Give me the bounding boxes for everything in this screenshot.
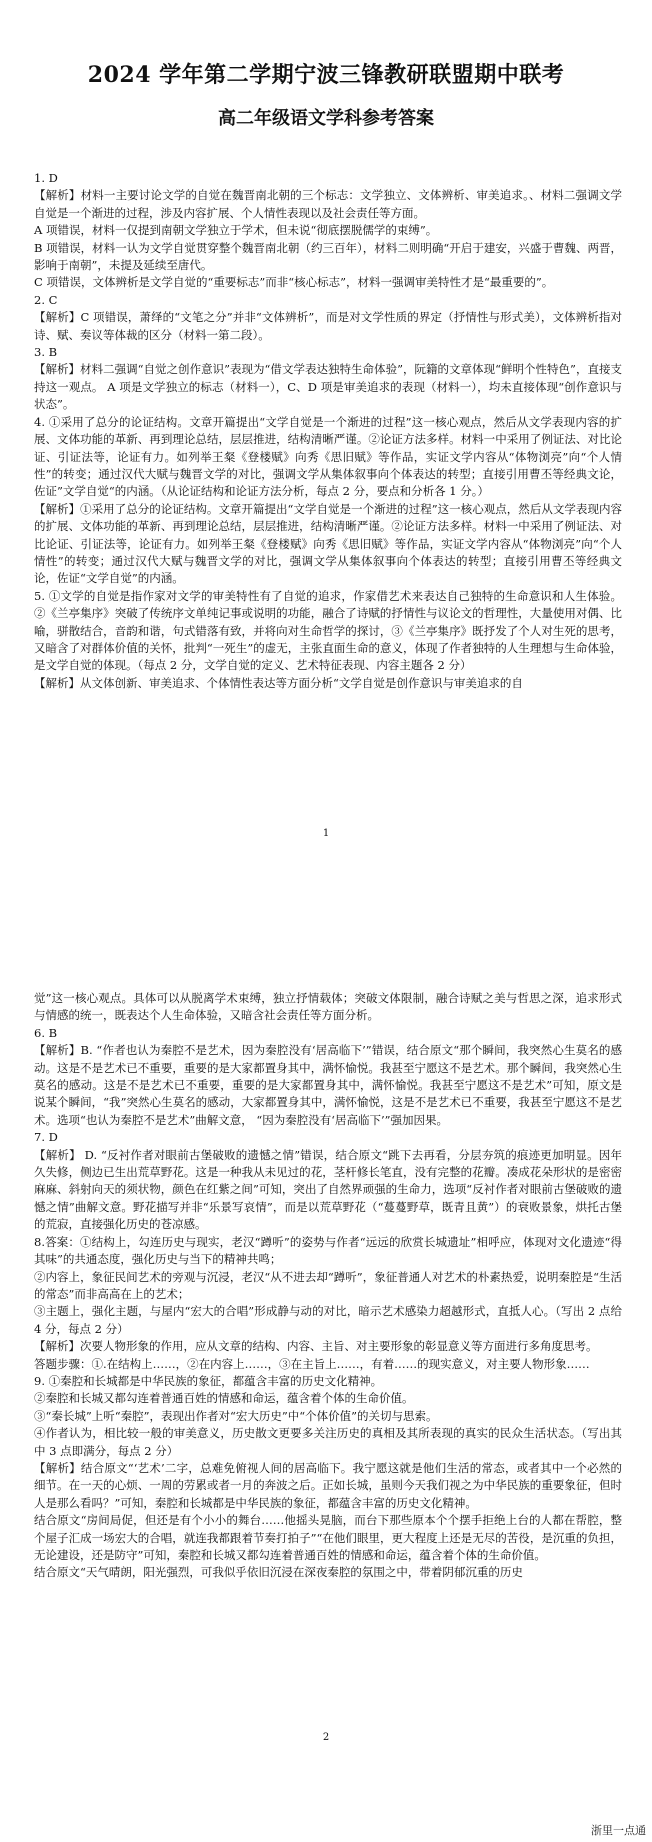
q6-analysis: 【解析】B. “作者也认为秦腔不是艺术，因为秦腔没有‘居高临下’”错误，结合原文“那个瞬间，我突然心生莫名的感动。这是不是艺术已不重要，重要的是大家都置身其中，满怀愉悦。我甚至宁愿这不是艺术。那个瞬间，我突然心生莫名的感动。这是不是艺术已不重要，重要的是大家都置身其中，满怀愉悦。我甚至宁愿这不是艺术”可知，原文是说某个瞬间，“我”突然心生莫名的感动，大家都置身其中，满怀愉悦，这是不是艺术已不重要，我甚至宁愿这不是艺术。选项“也认为秦腔不是艺术”曲解文意， “因为秦腔没有‘居高临下’”强加因果。 <box>34 1043 622 1127</box>
page-1-content <box>34 170 622 692</box>
q1-option-c: C 项错误，文体辨析是文学自觉的“重要标志”而非“核心标志”，材料一强调审美特性才是“最重要的”。 <box>34 275 554 290</box>
q1-option-a: A 项错误，材料一仅提到南朝文学独立于学术，但未说“彻底摆脱儒学的束缚”。 <box>34 223 438 238</box>
q5-analysis-continued: 觉”这一核心观点。具体可以从脱离学术束缚，独立抒情载体；突破文体限制，融合诗赋之美与哲思之深，追求形式与情感的统一，既表达个人生命体验，又暗含社会责任等方面分析。 <box>34 991 622 1023</box>
q5-analysis: 【解析】从文体创新、审美追求、个体情性表达等方面分析“文学自觉是创作意识与审美追求的自 <box>34 675 523 690</box>
q6-answer: 6. B <box>34 1025 58 1040</box>
q4-answer: 4. ①采用了总分的论证结构。文章开篇提出“文学自觉是一个渐进的过程”这一核心观点，然后从文学表现内容的扩展、文体功能的革新、再到理论总结，层层推进，结构清晰严谨。②论证方法多样。材料一中采用了例证法、对比论证、引证法等，论证有力。如列举王粲《登楼赋》向秀《思旧赋》等作品，实证文学内容从“体物浏亮”向“个人情性”的转变；通过汉代大赋与魏晋文学的对比，强调文学从集体叙事向个体表达的转型；直接引用曹丕等经典文论，佐证”文学自觉“的内涵。（从论证结构和论证方法分析，每点 2 分，要点和分析各 1 分。） <box>34 414 622 499</box>
page-1 <box>0 0 652 842</box>
q9-answer-point-2: ②秦腔和长城又都勾连着普通百姓的情感和命运，蕴含着个体的生命价值。 <box>34 1391 414 1406</box>
q9-answer-point-1: 9. ①秦腔和长城都是中华民族的象征，都蕴含丰富的历史文化精神。 <box>34 1373 383 1388</box>
q7-answer: 7. D <box>34 1130 58 1145</box>
page-number: 2 <box>322 1732 330 1743</box>
q2-answer: 2. C <box>34 292 58 307</box>
q2-analysis: 【解析】C 项错误，萧绎的“文笔之分”并非“文体辨析”，而是对文学性质的界定（抒情性与形式美），文体辨析指对诗、赋、奏议等体裁的区分（材料一第二段）。 <box>34 310 622 342</box>
page-number: 1 <box>322 828 330 839</box>
q9-analysis: 【解析】结合原文“‘艺术’二字，总难免俯视人间的居高临下。我宁愿这就是他们生活的常态，或者其中一个必然的细节。在一天的心烦、一周的劳累或者一月的奔波之后。正如长城，虽则今天我们视之为中华民族的重要象征，但时人是那么看吗？”可知，秦腔和长城都是中华民族的象征，都蕴含丰富的历史文化精神。 <box>34 1460 622 1510</box>
q9-analysis-3: 结合原文“天气晴朗，阳光强烈，可我似乎依旧沉浸在深夜秦腔的氛围之中，带着阴郁沉重的历史 <box>34 1565 523 1580</box>
q8-analysis: 【解析】次要人物形象的作用，应从文章的结构、内容、主旨、对主要形象的彰显意义等方面进行多角度思考。 <box>34 1339 598 1354</box>
q1-option-b: B 项错误，材料一认为文学自觉贯穿整个魏晋南北朝（约三百年），材料二则明确“开启于建安，兴盛于曹魏、两晋，影响于南朝”，未提及延续至唐代。 <box>34 240 622 273</box>
q8-answer-point-1: 8.答案：①结构上，勾连历史与现实，老汉“蹲听”的姿势与作者“远远的欣赏长城遗址”相呼应，体现对文化遗迹“得其味”的共通态度，强化历史与当下的精神共鸣； <box>34 1234 622 1267</box>
q1-answer: 1. D <box>34 171 58 185</box>
q9-analysis-2: 结合原文“房间局促，但还是有个小小的舞台……他摇头晃脑，而台下那些原本个个摆手拒绝上台的人都在帮腔，整个屋子汇成一场宏大的合唱，就连我都跟着节奏打拍子”“在他们眼里，更大程度上还是无尽的苦役，是沉重的负担，无论建设，还是防守”可知，秦腔和长城又都勾连着普通百姓的情感和命运，蕴含着个体的生命价值。 <box>34 1513 622 1562</box>
page-2-content <box>34 990 622 1582</box>
q9-answer-point-3: ③“秦长城”上听“秦腔”，表现出作者对“宏大历史”中“个体价值”的关切与思索。 <box>34 1408 438 1423</box>
q4-analysis: 【解析】①采用了总分的论证结构。文章开篇提出“文学自觉是一个渐进的过程”这一核心观点，然后从文学表现内容的扩展、文体功能的革新、再到理论总结，层层推进，结构清晰严谨。②论证方法多样。材料一中采用了例证法、对比论证、引证法等，论证有力。如列举王粲《登楼赋》向秀《思旧赋》等作品，实证文学内容从“体物浏亮”向“个人情性”的转变；通过汉代大赋与魏晋文学的对比，强调文学从集体叙事向个体表达的转型；直接引用曹丕等经典文论，佐证“文学自觉”的内涵。 <box>34 501 622 586</box>
q8-answer-steps: 答题步骤：①.在结构上……，②在内容上……，③在主旨上……，有着……的现实意义，对主要人物形象…… <box>34 1356 590 1371</box>
page-subtitle: 高二年级语文学科参考答案 <box>218 108 434 129</box>
q5-answer: 5. ①文学的自觉是指作家对文学的审美特性有了自觉的追求，作家借艺术来表达自己独特的生命意识和人生体验。②《兰亭集序》突破了传统序文单纯记事或说明的功能，融合了诗赋的抒情性与议论文的哲理性，大量使用对偶、比喻，骈散结合，音韵和谐，句式错落有致，并将向对生命哲学的探讨，③《兰亭集序》既抒发了个人对生死的思考，又暗含了对群体价值的关怀，批判“一死生”的虚无，主张直面生命的意义，体现了作者独特的人生理想与生命体验，是文学自觉的体现。（每点 2 分，文学自觉的定义、艺术特征表现、内容主题各 2 分） <box>34 588 622 673</box>
page-2 <box>0 990 652 1842</box>
q1-analysis: 【解析】材料一主要讨论文学的自觉在魏晋南北朝的三个标志：文学独立、文体辨析、审美追求。、材料二强调文学自觉是一个渐进的过程，涉及内容扩展、个人情性表现以及社会责任等方面。 <box>34 188 622 220</box>
q8-answer-point-2: ②内容上，象征民间艺术的旁观与沉浸，老汉“从不进去却“蹲听”，象征普通人对艺术的朴素热爱，说明秦腔是“生活的常态”而非高高在上的艺术； <box>34 1269 622 1301</box>
q3-answer: 3. B <box>34 345 58 360</box>
q3-analysis: 【解析】材料二强调“自觉之创作意识”表现为“借文学表达独特生命体验”，阮籍的文章体现“鲜明个性特色”，直接支持这一观点。 A 项是文学独立的标志（材料一），C、D 项是审美追求的表现（材料一），均未直接体现“创作意识与状态”。 <box>34 362 622 412</box>
q7-analysis: 【解析】 D. “反衬作者对眼前古堡破败的遗憾之情”错误，结合原文“跳下去再看，分层夯筑的痕迹更加明显。因年久失修，侧边已生出荒草野花。这是一种我从未见过的花，茎杆修长笔直，没有完整的花瓣。凑成花朵形状的是密密麻麻、斜射向天的须状物，颜色在红紫之间”可知，突出了自然界顽强的生命力，选项“反衬作者对眼前古堡破败的遗憾之情”曲解文意。野花描写并非“乐景写哀情”，而是以荒草野花（“蔓蔓野草，既青且黄”）的衰败景象，烘托古堡的荒寂，直接强化历史的苍凉感。 <box>34 1147 622 1232</box>
q8-answer-point-3: ③主题上，强化主题，与屋内“宏大的合唱”形成静与动的对比，暗示艺术感染力超越形式，直抵人心。（写出 2 点给 4 分，每点 2 分） <box>34 1304 622 1336</box>
page-title: 2024 学年第二学期宁波三锋教研联盟期中联考 <box>87 62 565 88</box>
q9-answer-point-4: ④作者认为，相比较一般的审美意义，历史散文更要多关注历史的真相及其所表现的真实的民众生活状态。（写出其中 3 点即满分，每点 2 分） <box>34 1426 622 1458</box>
watermark: 浙里一点通 <box>591 1824 646 1837</box>
